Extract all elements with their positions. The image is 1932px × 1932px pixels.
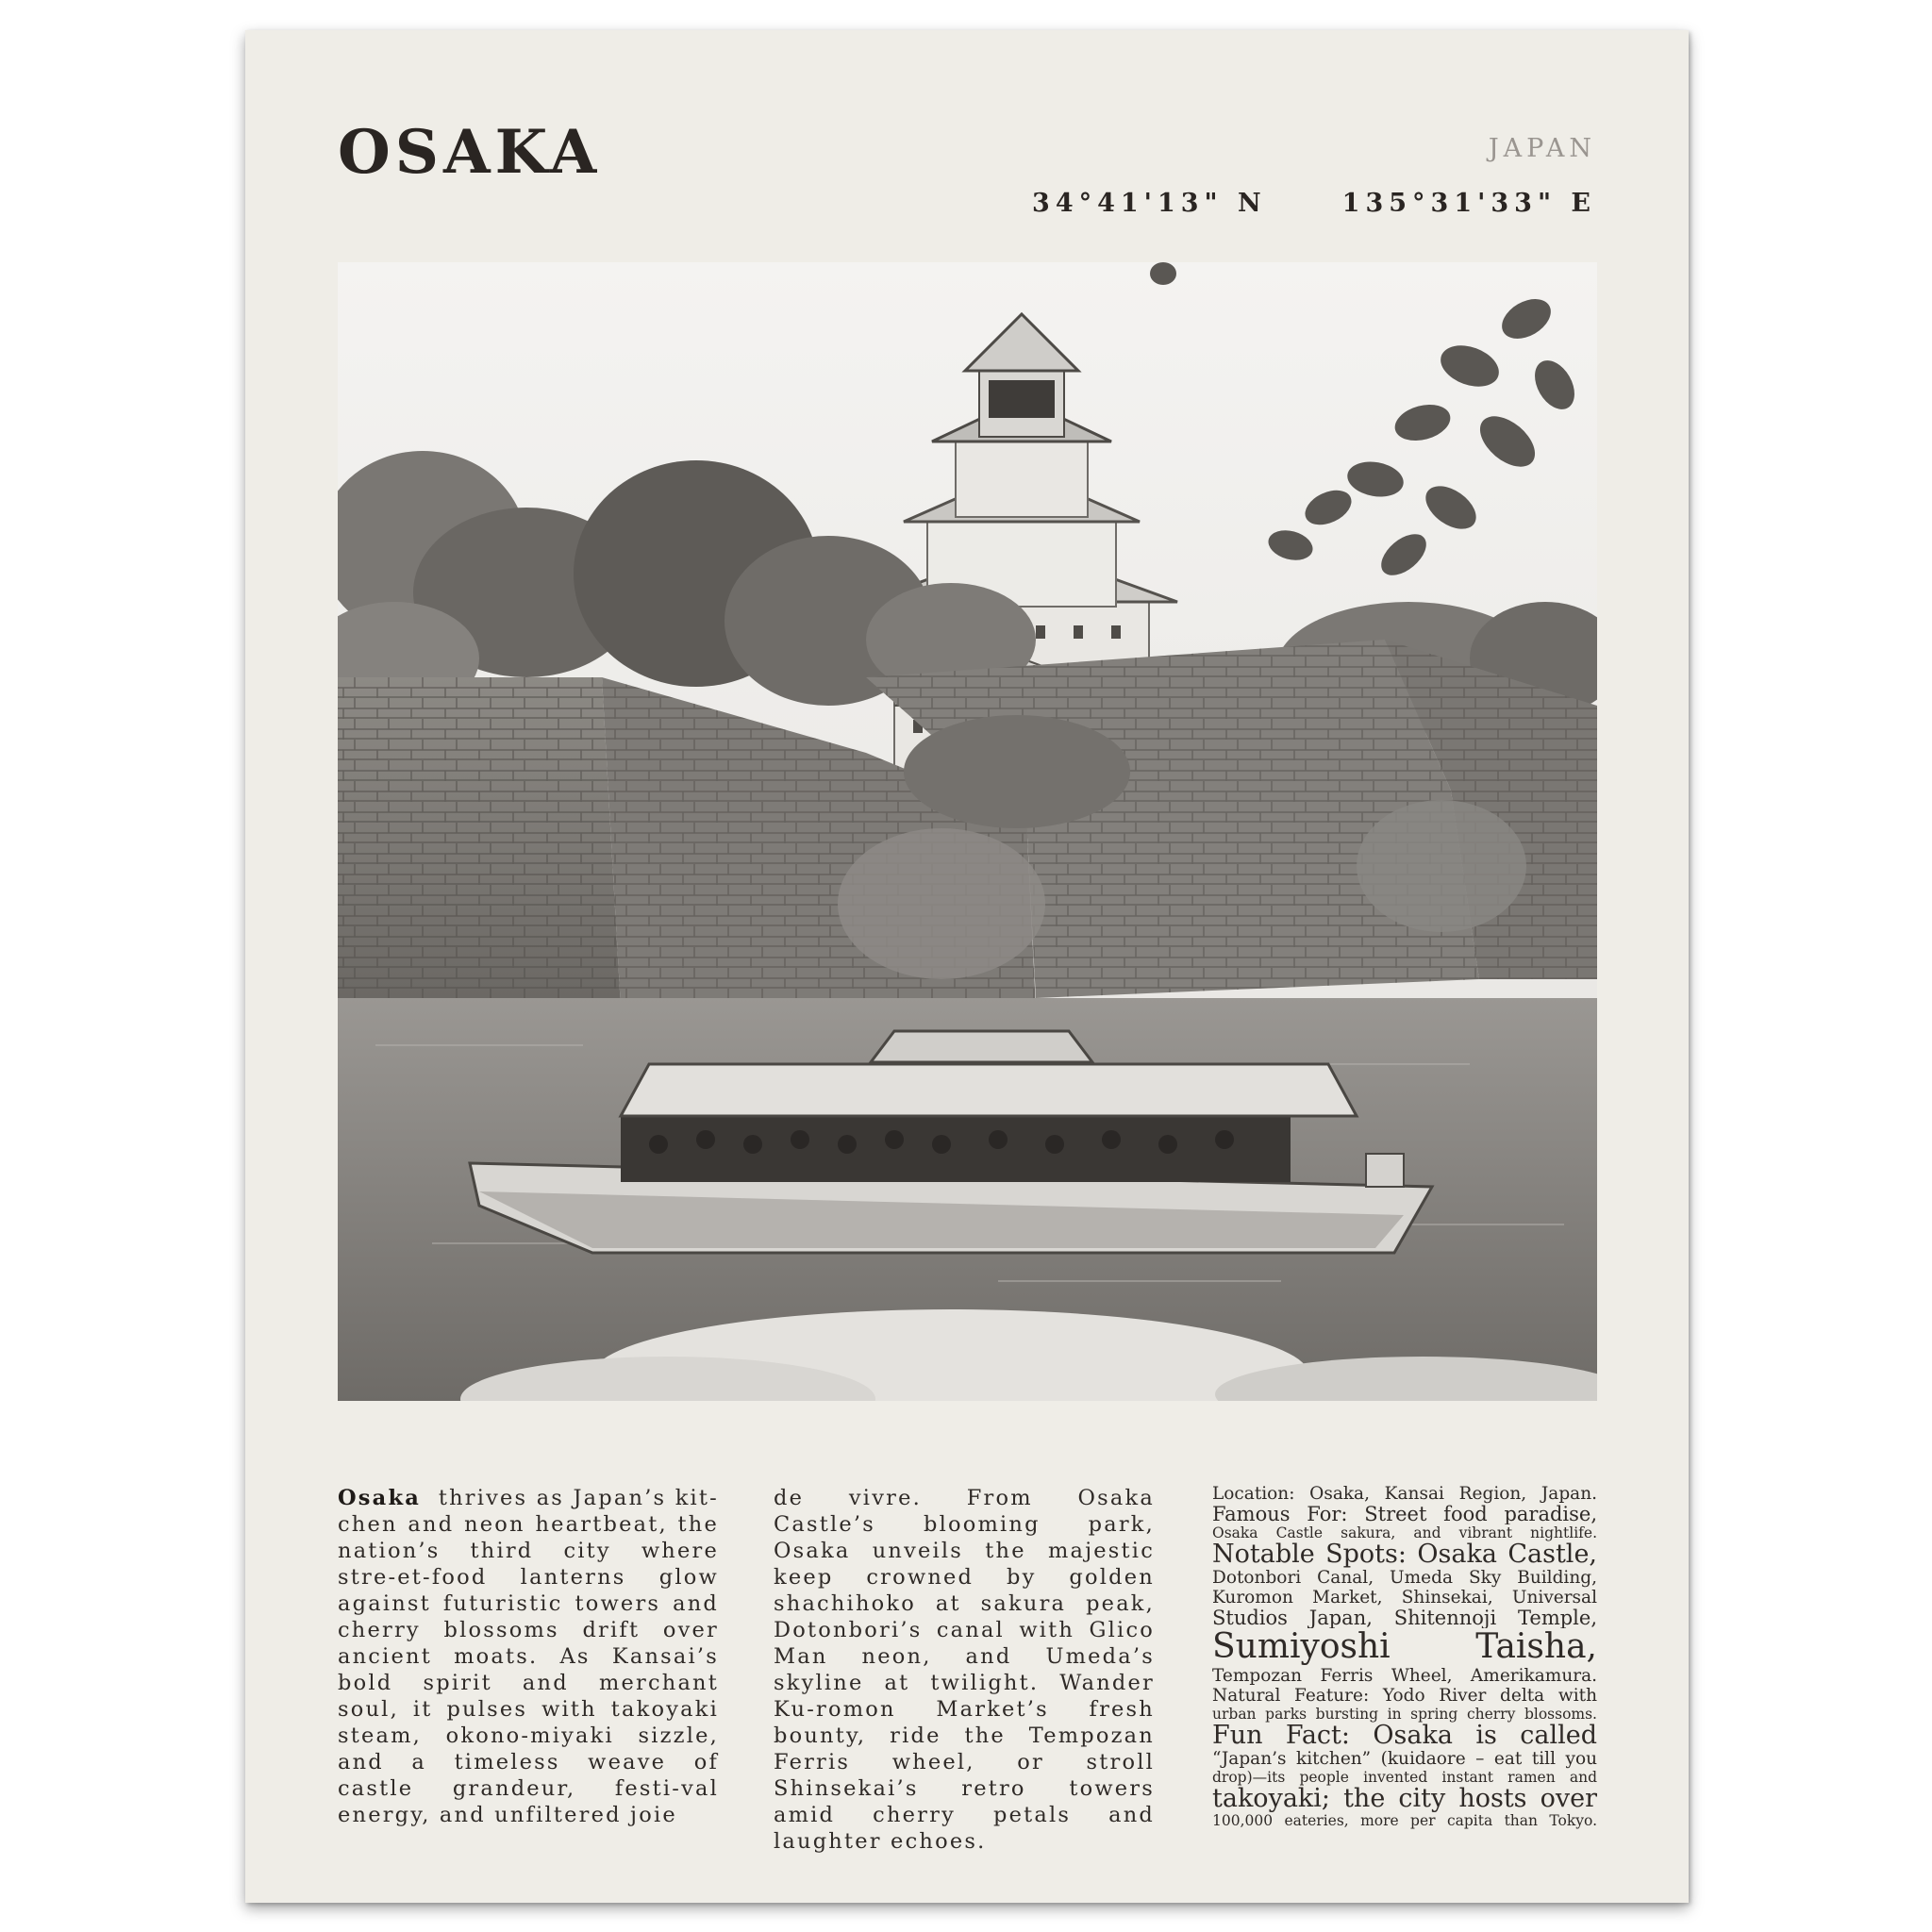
fact-line: Fun Fact: Osaka is called (1212, 1723, 1597, 1749)
country-label: JAPAN (1488, 134, 1596, 163)
stone-wall (338, 640, 1597, 1008)
fact-line: urban parks bursting in spring cherry blossoms. (1212, 1706, 1597, 1723)
fact-line: drop)—its people invented instant ramen and (1212, 1769, 1597, 1786)
castle-photo (338, 262, 1597, 1401)
fact-line: Famous For: Street food paradise, (1212, 1504, 1597, 1524)
fact-line: Studios Japan, Shitennoji Temple, (1212, 1607, 1597, 1628)
travel-poster (245, 30, 1689, 1903)
description-column-2: de vivre. From Osaka Castle’s blooming park, Osaka unveils the majestic keep crowned by golden shachihoko at sakura peak, Dotonbori’s canal with Glico Man neon, and Umeda’s skyline at twilight. Wander Ku-romon Market’s fresh bounty, ride the Tempozan Ferris wheel, or stroll Shinsekai’s retro towers amid cherry petals and laughter echoes. (774, 1486, 1155, 1854)
fact-line: Osaka Castle sakura, and vibrant nightlife. (1212, 1524, 1597, 1541)
fact-line: Natural Feature: Yodo River delta with (1212, 1686, 1597, 1706)
fact-line: Notable Spots: Osaka Castle, (1212, 1541, 1597, 1568)
city-title: OSAKA (338, 117, 602, 188)
fact-line: takoyaki; the city hosts over (1212, 1786, 1597, 1812)
facts-panel (1212, 1484, 1597, 1829)
fact-line: 100,000 eateries, more per capita than Tokyo. (1212, 1812, 1597, 1829)
description-text-1: thrives as Japan’s kit-chen and neon heartbeat, the nation’s third city where stre-et-food lanterns glow against futuristic towers and cherry blossoms drift over ancient moats. As Kansai’s bold spirit and merchant soul, it pulses with takoyaki steam, okono-miyaki sizzle, and a timeless weave of castle grandeur, festi-val energy, and unfiltered joie (338, 1486, 719, 1827)
description-lead: Osaka (338, 1486, 422, 1510)
fact-line: Location: Osaka, Kansai Region, Japan. (1212, 1484, 1597, 1504)
fact-line: “Japan’s kitchen” (kuidaore – eat till you (1212, 1749, 1597, 1769)
fact-line: Sumiyoshi Taisha, (1212, 1628, 1597, 1666)
latitude: 34°41'13" N (1032, 189, 1267, 218)
fact-line: Tempozan Ferris Wheel, Amerikamura. (1212, 1666, 1597, 1686)
longitude: 135°31'33" E (1341, 189, 1596, 218)
coordinates (1032, 189, 1596, 218)
castle-illustration (338, 262, 1597, 1401)
description-column-1 (338, 1485, 719, 1828)
fact-line: Kuromon Market, Shinsekai, Universal (1212, 1588, 1597, 1607)
fact-line: Dotonbori Canal, Umeda Sky Building, (1212, 1568, 1597, 1588)
